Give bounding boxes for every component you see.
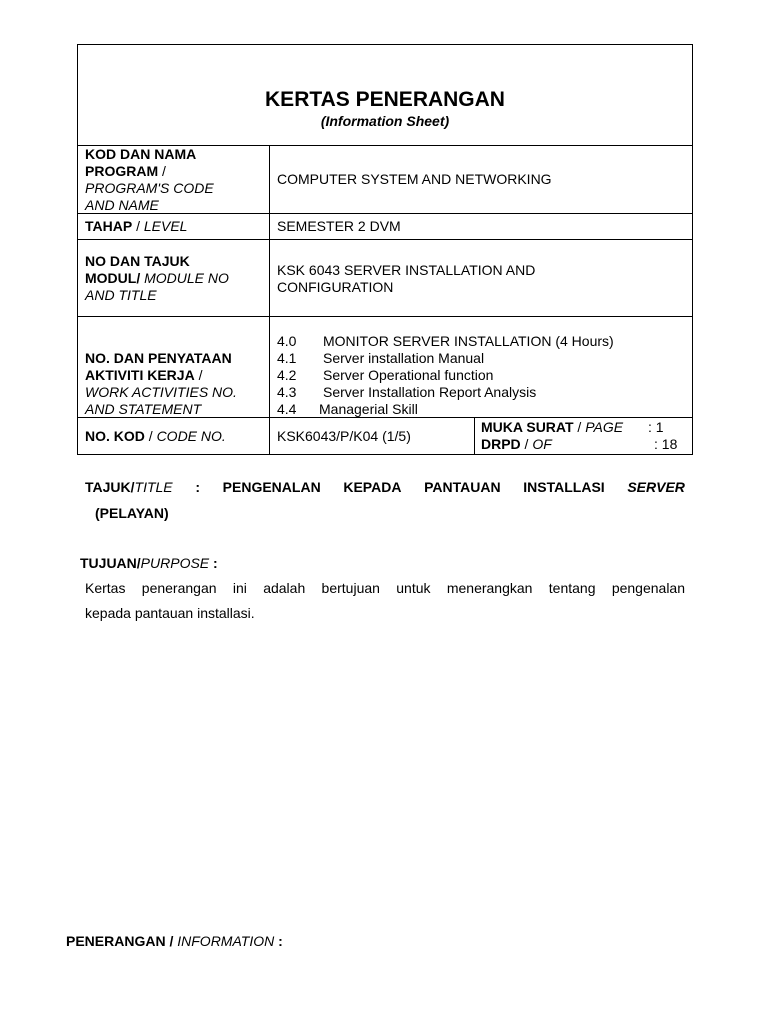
label-separator: / — [520, 436, 533, 452]
title-word: INSTALLASI — [523, 479, 605, 495]
program-label-line: AND NAME — [85, 197, 159, 213]
activity-text: Managerial Skill — [319, 401, 418, 417]
code-label-bold: NO. KOD — [85, 428, 145, 444]
activities-label-line: WORK ACTIVITIES NO. — [85, 384, 237, 400]
module-label-italic: MODULE NO — [140, 270, 229, 286]
activity-number: 4.0 — [277, 333, 297, 349]
of-label-italic: OF — [532, 436, 552, 452]
information-label-italic: INFORMATION — [173, 933, 275, 949]
total-pages-label — [481, 436, 552, 453]
information-label-bold: PENERANGAN / — [66, 933, 174, 949]
purpose-colon: : — [209, 555, 218, 571]
purpose-heading — [80, 555, 218, 572]
label-separator: / — [132, 218, 144, 234]
level-value: SEMESTER 2 DVM — [277, 218, 401, 234]
activity-text: Server installation Manual — [323, 350, 485, 366]
page-label-bold: MUKA SURAT — [481, 419, 574, 435]
title-colon: : — [195, 479, 200, 495]
program-label — [85, 146, 265, 214]
code-value: KSK6043/P/K04 (1/5) — [277, 428, 411, 444]
title-word: KEPADA — [343, 479, 402, 495]
page-label — [481, 419, 623, 436]
total-pages: : 18 — [654, 436, 678, 452]
table-divider — [78, 316, 692, 317]
title-label-bold: TAJUK/ — [85, 479, 135, 495]
program-label-line: KOD DAN NAMA — [85, 146, 197, 162]
purpose-text-line: kepada pantauan installasi. — [85, 605, 255, 621]
page-label-italic: PAGE — [585, 419, 624, 435]
table-divider — [78, 239, 692, 240]
activities-label-line: AND STATEMENT — [85, 401, 202, 417]
code-label-italic: CODE NO. — [156, 428, 226, 444]
activity-item — [277, 384, 536, 401]
information-heading — [66, 933, 283, 950]
program-label-line: PROGRAM'S CODE — [85, 180, 214, 196]
activity-text: Server Installation Report Analysis — [323, 384, 537, 400]
program-label-line: PROGRAM — [85, 163, 159, 179]
label-separator: / — [144, 428, 157, 444]
activity-item — [277, 333, 614, 350]
title-line-2: (PELAYAN) — [95, 505, 169, 521]
module-value-line: CONFIGURATION — [277, 279, 394, 295]
purpose-label-italic: PURPOSE — [140, 555, 210, 571]
label-separator: / — [194, 367, 203, 383]
activity-number: 4.4 — [277, 401, 297, 417]
activity-number: 4.3 — [277, 384, 297, 400]
program-value: COMPUTER SYSTEM AND NETWORKING — [277, 171, 552, 187]
column-divider — [474, 417, 475, 455]
activity-item — [277, 401, 418, 418]
activities-label-bold: AKTIVITI KERJA — [85, 367, 195, 383]
activity-number: 4.2 — [277, 367, 297, 383]
purpose-text-line: Kertas penerangan ini adalah bertujuan untuk menerangkan tentang pengenalan — [85, 580, 685, 596]
module-value — [277, 262, 535, 296]
title-line — [85, 479, 685, 496]
module-label-line: NO DAN TAJUK — [85, 253, 190, 269]
level-label — [85, 218, 187, 235]
label-separator: / — [573, 419, 586, 435]
code-label — [85, 428, 226, 445]
activity-text: MONITOR SERVER INSTALLATION (4 Hours) — [323, 333, 614, 349]
purpose-label-bold: TUJUAN/ — [80, 555, 141, 571]
activities-label-line: NO. DAN PENYATAAN — [85, 350, 232, 366]
module-label-line: AND TITLE — [85, 287, 157, 303]
activities-label — [85, 350, 265, 418]
level-label-italic: LEVEL — [143, 218, 188, 234]
column-divider — [269, 145, 270, 455]
activity-item — [277, 350, 484, 367]
module-label-bold: MODUL/ — [85, 270, 141, 286]
page-number: : 1 — [648, 419, 664, 435]
sheet-subtitle: (Information Sheet) — [320, 113, 450, 129]
level-label-bold: TAHAP — [85, 218, 133, 234]
title-word: PENGENALAN — [222, 479, 321, 495]
title-word: PANTAUAN — [424, 479, 501, 495]
label-separator: / — [158, 163, 166, 179]
title-label-italic: TITLE — [134, 479, 173, 495]
module-label — [85, 253, 265, 304]
of-label-bold: DRPD — [481, 436, 521, 452]
module-value-line: KSK 6043 SERVER INSTALLATION AND — [277, 262, 536, 278]
information-sheet-table — [77, 44, 693, 455]
sheet-title: KERTAS PENERANGAN — [265, 88, 505, 111]
activity-item — [277, 367, 493, 384]
activity-number: 4.1 — [277, 350, 297, 366]
information-colon: : — [274, 933, 283, 949]
activity-text: Server Operational function — [323, 367, 494, 383]
title-label — [85, 479, 173, 496]
title-word: SERVER — [627, 479, 685, 495]
